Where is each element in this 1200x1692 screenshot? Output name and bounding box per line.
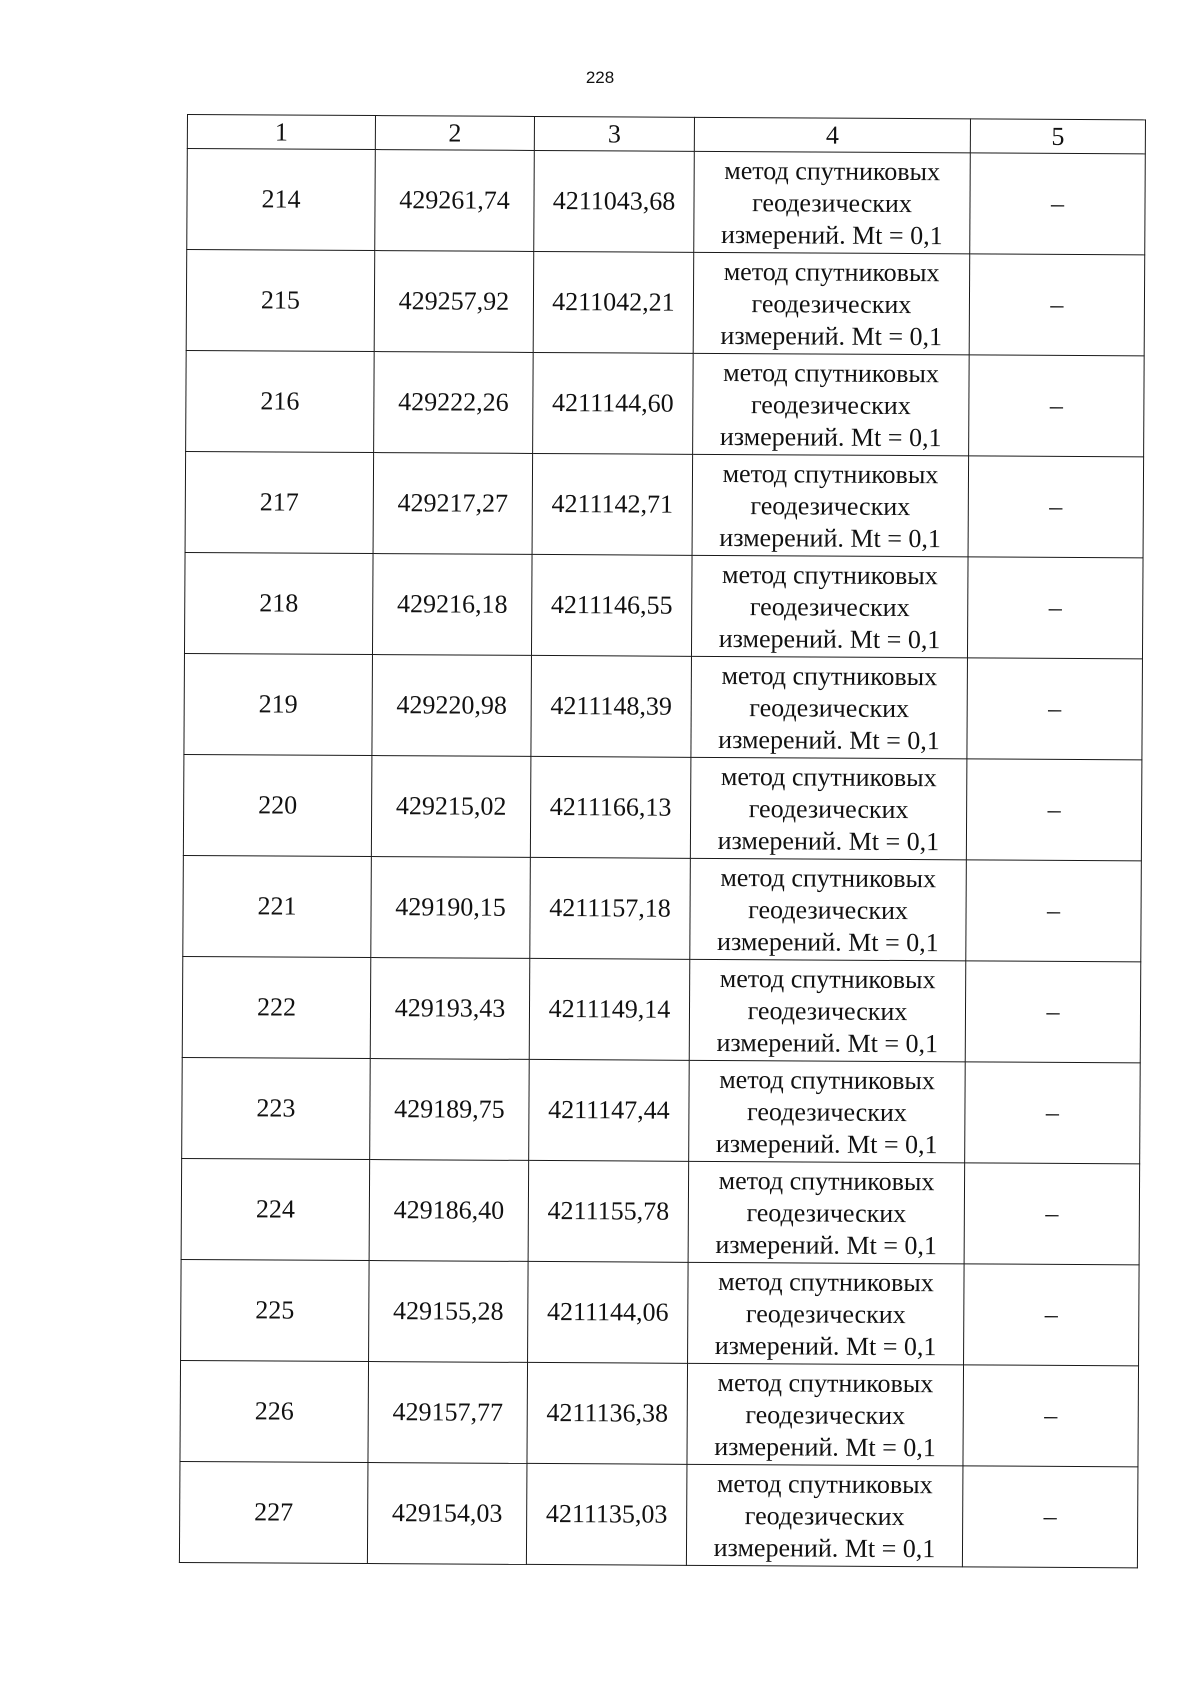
method-line: измерений. Mt = 0,1 <box>715 1128 938 1160</box>
note-cell: – <box>967 557 1143 659</box>
method-line: измерений. Mt = 0,1 <box>714 1330 937 1362</box>
method-cell <box>691 555 968 658</box>
point-number-cell: 214 <box>187 149 376 251</box>
method-cell <box>689 1060 966 1163</box>
note-cell: – <box>969 254 1145 356</box>
table-row <box>184 653 1143 759</box>
point-number-cell: 220 <box>183 754 372 856</box>
y-coordinate-cell: 4211146,55 <box>531 554 692 656</box>
method-line: геодезических <box>749 693 910 724</box>
note-cell: – <box>962 1466 1138 1568</box>
method-line: измерений. Mt = 0,1 <box>713 1532 936 1564</box>
method-line: метод спутниковых <box>721 559 938 591</box>
method-line: измерений. Mt = 0,1 <box>719 522 942 554</box>
method-line: измерений. Mt = 0,1 <box>720 320 943 352</box>
table-row <box>187 149 1146 255</box>
table-row <box>182 956 1141 1062</box>
method-line: геодезических <box>746 1097 907 1128</box>
x-coordinate-cell: 429193,43 <box>370 958 530 1060</box>
method-cell <box>692 454 969 557</box>
point-number-cell: 226 <box>180 1360 369 1462</box>
method-line: метод спутниковых <box>717 1367 934 1399</box>
table-row <box>184 552 1143 658</box>
point-number-cell: 223 <box>182 1057 371 1159</box>
method-line: геодезических <box>748 794 909 825</box>
note-cell: – <box>966 860 1142 962</box>
method-line: измерений. Mt = 0,1 <box>719 421 942 453</box>
x-coordinate-cell: 429257,92 <box>374 251 534 353</box>
coordinates-table <box>179 114 1146 1568</box>
method-line: геодезических <box>749 592 910 623</box>
page-number: 228 <box>585 68 615 87</box>
y-coordinate-cell: 4211136,38 <box>527 1362 688 1464</box>
method-cell <box>686 1464 963 1567</box>
method-line: измерений. Mt = 0,1 <box>717 825 940 857</box>
method-line: геодезических <box>751 289 912 320</box>
note-cell: – <box>967 658 1143 760</box>
method-line: измерений. Mt = 0,1 <box>718 623 941 655</box>
point-number-cell: 219 <box>184 653 373 755</box>
method-cell <box>687 1363 964 1466</box>
y-coordinate-cell: 4211144,06 <box>528 1261 689 1363</box>
table-row <box>183 855 1142 961</box>
y-coordinate-cell: 4211148,39 <box>531 655 692 757</box>
table-row <box>186 350 1145 456</box>
method-line: измерений. Mt = 0,1 <box>720 219 943 251</box>
x-coordinate-cell: 429190,15 <box>371 857 531 959</box>
method-cell <box>690 757 967 860</box>
x-coordinate-cell: 429189,75 <box>370 1059 530 1161</box>
y-coordinate-cell: 4211142,71 <box>532 453 693 555</box>
point-number-cell: 225 <box>181 1259 370 1361</box>
y-coordinate-cell: 4211043,68 <box>534 150 695 252</box>
method-line: геодезических <box>750 390 911 421</box>
method-cell <box>688 1262 965 1365</box>
x-coordinate-cell: 429154,03 <box>367 1463 527 1565</box>
table-row <box>179 1461 1138 1567</box>
table-row <box>181 1259 1140 1365</box>
method-line: метод спутниковых <box>720 862 937 894</box>
method-line: геодезических <box>747 996 908 1027</box>
note-cell: – <box>969 355 1145 457</box>
table-row <box>186 250 1145 356</box>
table-row <box>182 1057 1141 1163</box>
point-number-cell: 216 <box>186 350 375 452</box>
y-coordinate-cell: 4211149,14 <box>529 958 690 1060</box>
table-header <box>187 115 1145 154</box>
x-coordinate-cell: 429155,28 <box>369 1261 529 1363</box>
header-cell-5: 5 <box>970 119 1145 154</box>
method-cell <box>688 1161 965 1264</box>
method-line: метод спутниковых <box>723 257 940 288</box>
method-cell <box>691 656 968 759</box>
note-cell: – <box>964 1163 1140 1265</box>
header-row <box>187 115 1145 154</box>
table-body <box>179 149 1145 1568</box>
header-cell-3: 3 <box>534 116 694 151</box>
header-cell-1: 1 <box>187 115 375 150</box>
y-coordinate-cell: 4211042,21 <box>533 251 694 353</box>
method-line: геодезических <box>745 1400 906 1431</box>
x-coordinate-cell: 429157,77 <box>368 1362 528 1464</box>
method-line: измерений. Mt = 0,1 <box>718 724 940 756</box>
method-line: метод спутниковых <box>716 1468 933 1500</box>
note-cell: – <box>968 456 1144 558</box>
method-line: измерений. Mt = 0,1 <box>716 1027 939 1059</box>
header-cell-4: 4 <box>694 117 970 153</box>
method-cell <box>694 151 971 254</box>
x-coordinate-cell: 429217,27 <box>373 453 533 555</box>
method-line: геодезических <box>746 1198 907 1229</box>
note-cell: – <box>965 961 1141 1063</box>
y-coordinate-cell: 4211155,78 <box>528 1160 689 1262</box>
method-line: геодезических <box>750 491 911 522</box>
point-number-cell: 215 <box>186 250 375 352</box>
y-coordinate-cell: 4211166,13 <box>530 756 691 858</box>
y-coordinate-cell: 4211157,18 <box>530 857 691 959</box>
x-coordinate-cell: 429261,74 <box>375 150 535 252</box>
point-number-cell: 222 <box>182 956 371 1058</box>
method-line: измерений. Mt = 0,1 <box>716 926 939 958</box>
note-cell: – <box>965 1062 1141 1164</box>
method-line: геодезических <box>745 1299 906 1330</box>
method-line: метод спутниковых <box>718 1165 935 1197</box>
note-cell: – <box>963 1365 1139 1467</box>
coordinates-table-wrapper <box>179 114 1146 1568</box>
note-cell: – <box>964 1264 1140 1366</box>
method-line: измерений. Mt = 0,1 <box>714 1431 936 1463</box>
point-number-cell: 217 <box>185 451 374 553</box>
method-line: метод спутниковых <box>718 1266 934 1298</box>
method-line: метод спутниковых <box>723 357 939 389</box>
method-cell <box>693 252 970 355</box>
method-line: измерений. Mt = 0,1 <box>715 1229 938 1261</box>
x-coordinate-cell: 429220,98 <box>372 655 532 757</box>
table-row <box>180 1360 1139 1466</box>
note-cell: – <box>970 153 1146 255</box>
method-cell <box>690 858 967 961</box>
method-line: геодезических <box>744 1501 905 1532</box>
method-line: геодезических <box>748 895 909 926</box>
x-coordinate-cell: 429186,40 <box>369 1160 529 1262</box>
method-line: метод спутниковых <box>719 1064 936 1096</box>
method-line: метод спутниковых <box>722 458 939 490</box>
x-coordinate-cell: 429222,26 <box>374 352 534 454</box>
point-number-cell: 224 <box>181 1158 370 1260</box>
table-row <box>181 1158 1140 1264</box>
note-cell: – <box>966 759 1142 861</box>
method-line: метод спутниковых <box>720 761 937 793</box>
table-row <box>183 754 1142 860</box>
method-cell <box>693 353 970 456</box>
method-cell <box>689 959 966 1062</box>
method-line: геодезических <box>752 188 912 219</box>
x-coordinate-cell: 429215,02 <box>371 756 531 858</box>
table-row <box>185 451 1144 557</box>
y-coordinate-cell: 4211144,60 <box>533 352 694 454</box>
method-line: метод спутниковых <box>719 963 936 995</box>
method-line: метод спутниковых <box>724 156 941 187</box>
y-coordinate-cell: 4211147,44 <box>529 1059 690 1161</box>
y-coordinate-cell: 4211135,03 <box>526 1463 687 1565</box>
point-number-cell: 221 <box>183 855 372 957</box>
x-coordinate-cell: 429216,18 <box>372 554 532 656</box>
method-line: метод спутниковых <box>721 660 938 692</box>
header-cell-2: 2 <box>375 116 534 151</box>
point-number-cell: 227 <box>179 1461 368 1563</box>
point-number-cell: 218 <box>184 552 373 654</box>
